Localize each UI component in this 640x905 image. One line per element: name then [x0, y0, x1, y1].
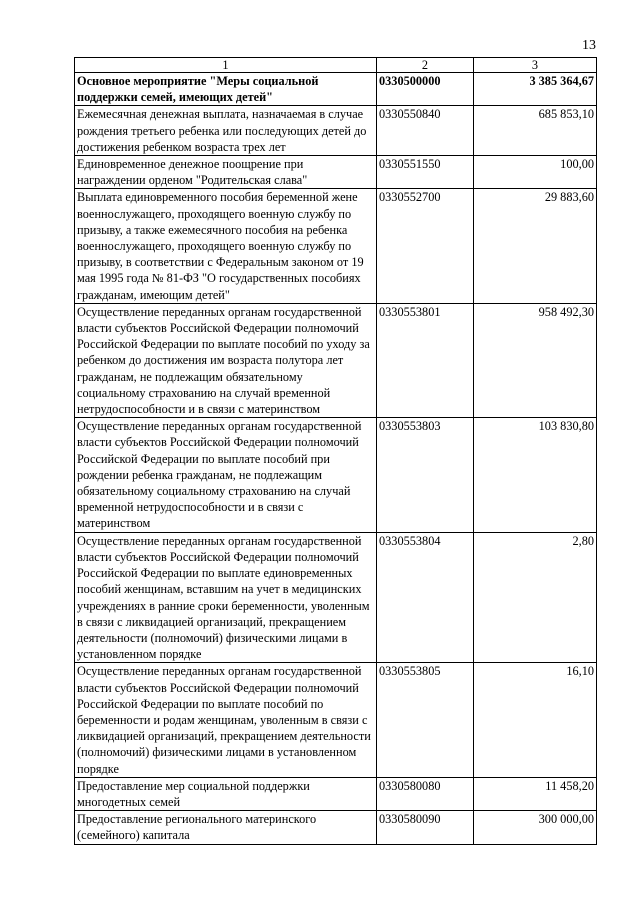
table-row [75, 189, 597, 303]
row-amount-cell: 29 883,60 [474, 189, 597, 303]
budget-table [74, 57, 597, 845]
row-name-cell: Основное мероприятие "Меры социальной поддержки семей, имеющих детей" [75, 73, 377, 106]
column-header-2: 2 [377, 58, 474, 73]
table-row [75, 663, 597, 777]
row-code-cell: 0330553801 [377, 303, 474, 417]
row-name-cell: Осуществление переданных органам государственной власти субъектов Российской Федерации полномочий Российской Федерации по выплате единовременных пособий женщинам, вставшим на учет в медицинских учреждениях в ранние сроки беременности, уволенным в связи с ликвидацией организаций, прекращением деятельности (полномочий) физическими лицами в установленном порядке [75, 532, 377, 663]
row-code-cell: 0330553804 [377, 532, 474, 663]
row-name-cell: Выплата единовременного пособия беременной жене военнослужащего, проходящего военную службу по призыву, а также ежемесячного пособия на ребенка военнослужащего, проходящего военную службу по призыву, в соответствии с Федеральным законом от 19 мая 1995 года № 81-ФЗ "О государственных пособиях гражданам, имеющим детей" [75, 189, 377, 303]
row-amount-cell: 685 853,10 [474, 106, 597, 156]
row-code-cell: 0330553805 [377, 663, 474, 777]
row-name-cell: Осуществление переданных органам государственной власти субъектов Российской Федерации полномочий Российской Федерации по выплате пособий по уходу за ребенком до достижения им возраста полутора лет гражданам, не подлежащим обязательному социальному страхованию на случай временной нетрудоспособности и в связи с материнством [75, 303, 377, 417]
row-code-cell: 0330550840 [377, 106, 474, 156]
column-header-3: 3 [474, 58, 597, 73]
table-row [75, 811, 597, 844]
table-header-row [75, 58, 597, 73]
row-amount-cell: 300 000,00 [474, 811, 597, 844]
table-row [75, 777, 597, 810]
row-amount-cell: 100,00 [474, 156, 597, 189]
row-name-cell: Осуществление переданных органам государственной власти субъектов Российской Федерации полномочий Российской Федерации по выплате пособий по беременности и родам женщинам, уволенным в связи с ликвидацией организаций, прекращением деятельности (полномочий) физическими лицами в установленном порядке [75, 663, 377, 777]
row-amount-cell: 958 492,30 [474, 303, 597, 417]
row-name-cell: Предоставление мер социальной поддержки многодетных семей [75, 777, 377, 810]
row-code-cell: 0330580090 [377, 811, 474, 844]
table-row [75, 303, 597, 417]
page-number: 13 [582, 38, 596, 53]
table-row [75, 418, 597, 532]
row-code-cell: 0330552700 [377, 189, 474, 303]
row-code-cell: 0330580080 [377, 777, 474, 810]
row-name-cell: Ежемесячная денежная выплата, назначаемая в случае рождения третьего ребенка или последующих детей до достижения ребенком возраста трех лет [75, 106, 377, 156]
table-row [75, 106, 597, 156]
row-amount-cell: 103 830,80 [474, 418, 597, 532]
table-row [75, 532, 597, 663]
row-amount-cell: 2,80 [474, 532, 597, 663]
row-amount-cell: 3 385 364,67 [474, 73, 597, 106]
row-amount-cell: 11 458,20 [474, 777, 597, 810]
row-code-cell: 0330551550 [377, 156, 474, 189]
row-amount-cell: 16,10 [474, 663, 597, 777]
row-code-cell: 0330553803 [377, 418, 474, 532]
row-name-cell: Единовременное денежное поощрение при награждении орденом "Родительская слава" [75, 156, 377, 189]
row-name-cell: Осуществление переданных органам государственной власти субъектов Российской Федерации полномочий Российской Федерации по выплате пособий при рождении ребенка гражданам, не подлежащим обязательному социальному страхованию на случай временной нетрудоспособности и в связи с материнством [75, 418, 377, 532]
table-row [75, 156, 597, 189]
column-header-1: 1 [75, 58, 377, 73]
table-row [75, 73, 597, 106]
row-code-cell: 0330500000 [377, 73, 474, 106]
row-name-cell: Предоставление регионального материнского (семейного) капитала [75, 811, 377, 844]
